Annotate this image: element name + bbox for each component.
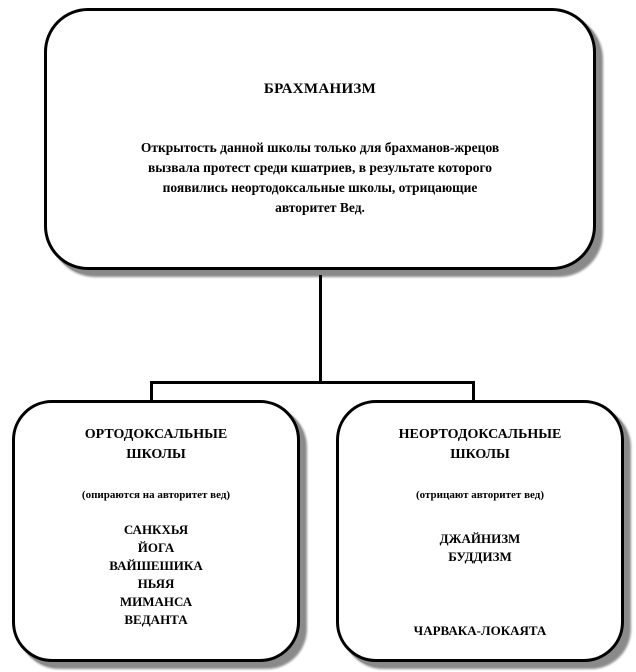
orthodox-title-line: ОРТОДОКСАЛЬНЫЕ	[84, 427, 228, 442]
list-item: ВАЙШЕШИКА	[109, 558, 203, 573]
heterodox-title-line: НЕОРТОДОКСАЛЬНЫЕ	[398, 427, 562, 442]
list-item: ВЕДАНТА	[124, 612, 188, 627]
list-item: ДЖАЙНИЗМ	[439, 531, 521, 546]
heterodox-title-line: ШКОЛЫ	[450, 447, 510, 462]
connector-line-vertical	[319, 270, 322, 382]
heterodox-title	[349, 425, 611, 465]
connector-line-right	[472, 381, 475, 401]
orthodox-schools-box	[12, 400, 300, 662]
orthodox-list	[15, 521, 297, 629]
list-item: САНКХЬЯ	[123, 522, 189, 537]
brahmanism-title: БРАХМАНИЗМ	[263, 81, 377, 97]
charvaka-item: ЧАРВАКА-ЛОКАЯТА	[413, 623, 547, 638]
connector-line-horizontal	[150, 381, 475, 384]
heterodox-schools-box	[336, 400, 624, 662]
list-item: БУДДИЗМ	[448, 549, 512, 564]
heterodox-list	[339, 530, 621, 566]
list-item: МИМАНСА	[119, 594, 193, 609]
connector-line-left	[150, 381, 153, 401]
orthodox-title	[25, 425, 287, 465]
brahmanism-description	[65, 138, 575, 218]
list-item: НЬЯЯ	[137, 576, 175, 591]
description-line: Открытость данной школы только для брахманов-жрецов	[140, 140, 500, 155]
orthodox-title-line: ШКОЛЫ	[126, 447, 186, 462]
description-line: появились неортодоксальные школы, отрицающие	[162, 180, 478, 195]
list-item: ЙОГА	[137, 540, 175, 555]
description-line: вызвала протест среди кшатриев, в результате которого	[147, 160, 493, 175]
brahmanism-box	[44, 8, 596, 270]
description-line: авторитет Вед.	[275, 200, 365, 215]
orthodox-note: (опираются на авторитет вед)	[81, 489, 231, 501]
heterodox-note: (отрицают авторитет вед)	[416, 489, 544, 501]
